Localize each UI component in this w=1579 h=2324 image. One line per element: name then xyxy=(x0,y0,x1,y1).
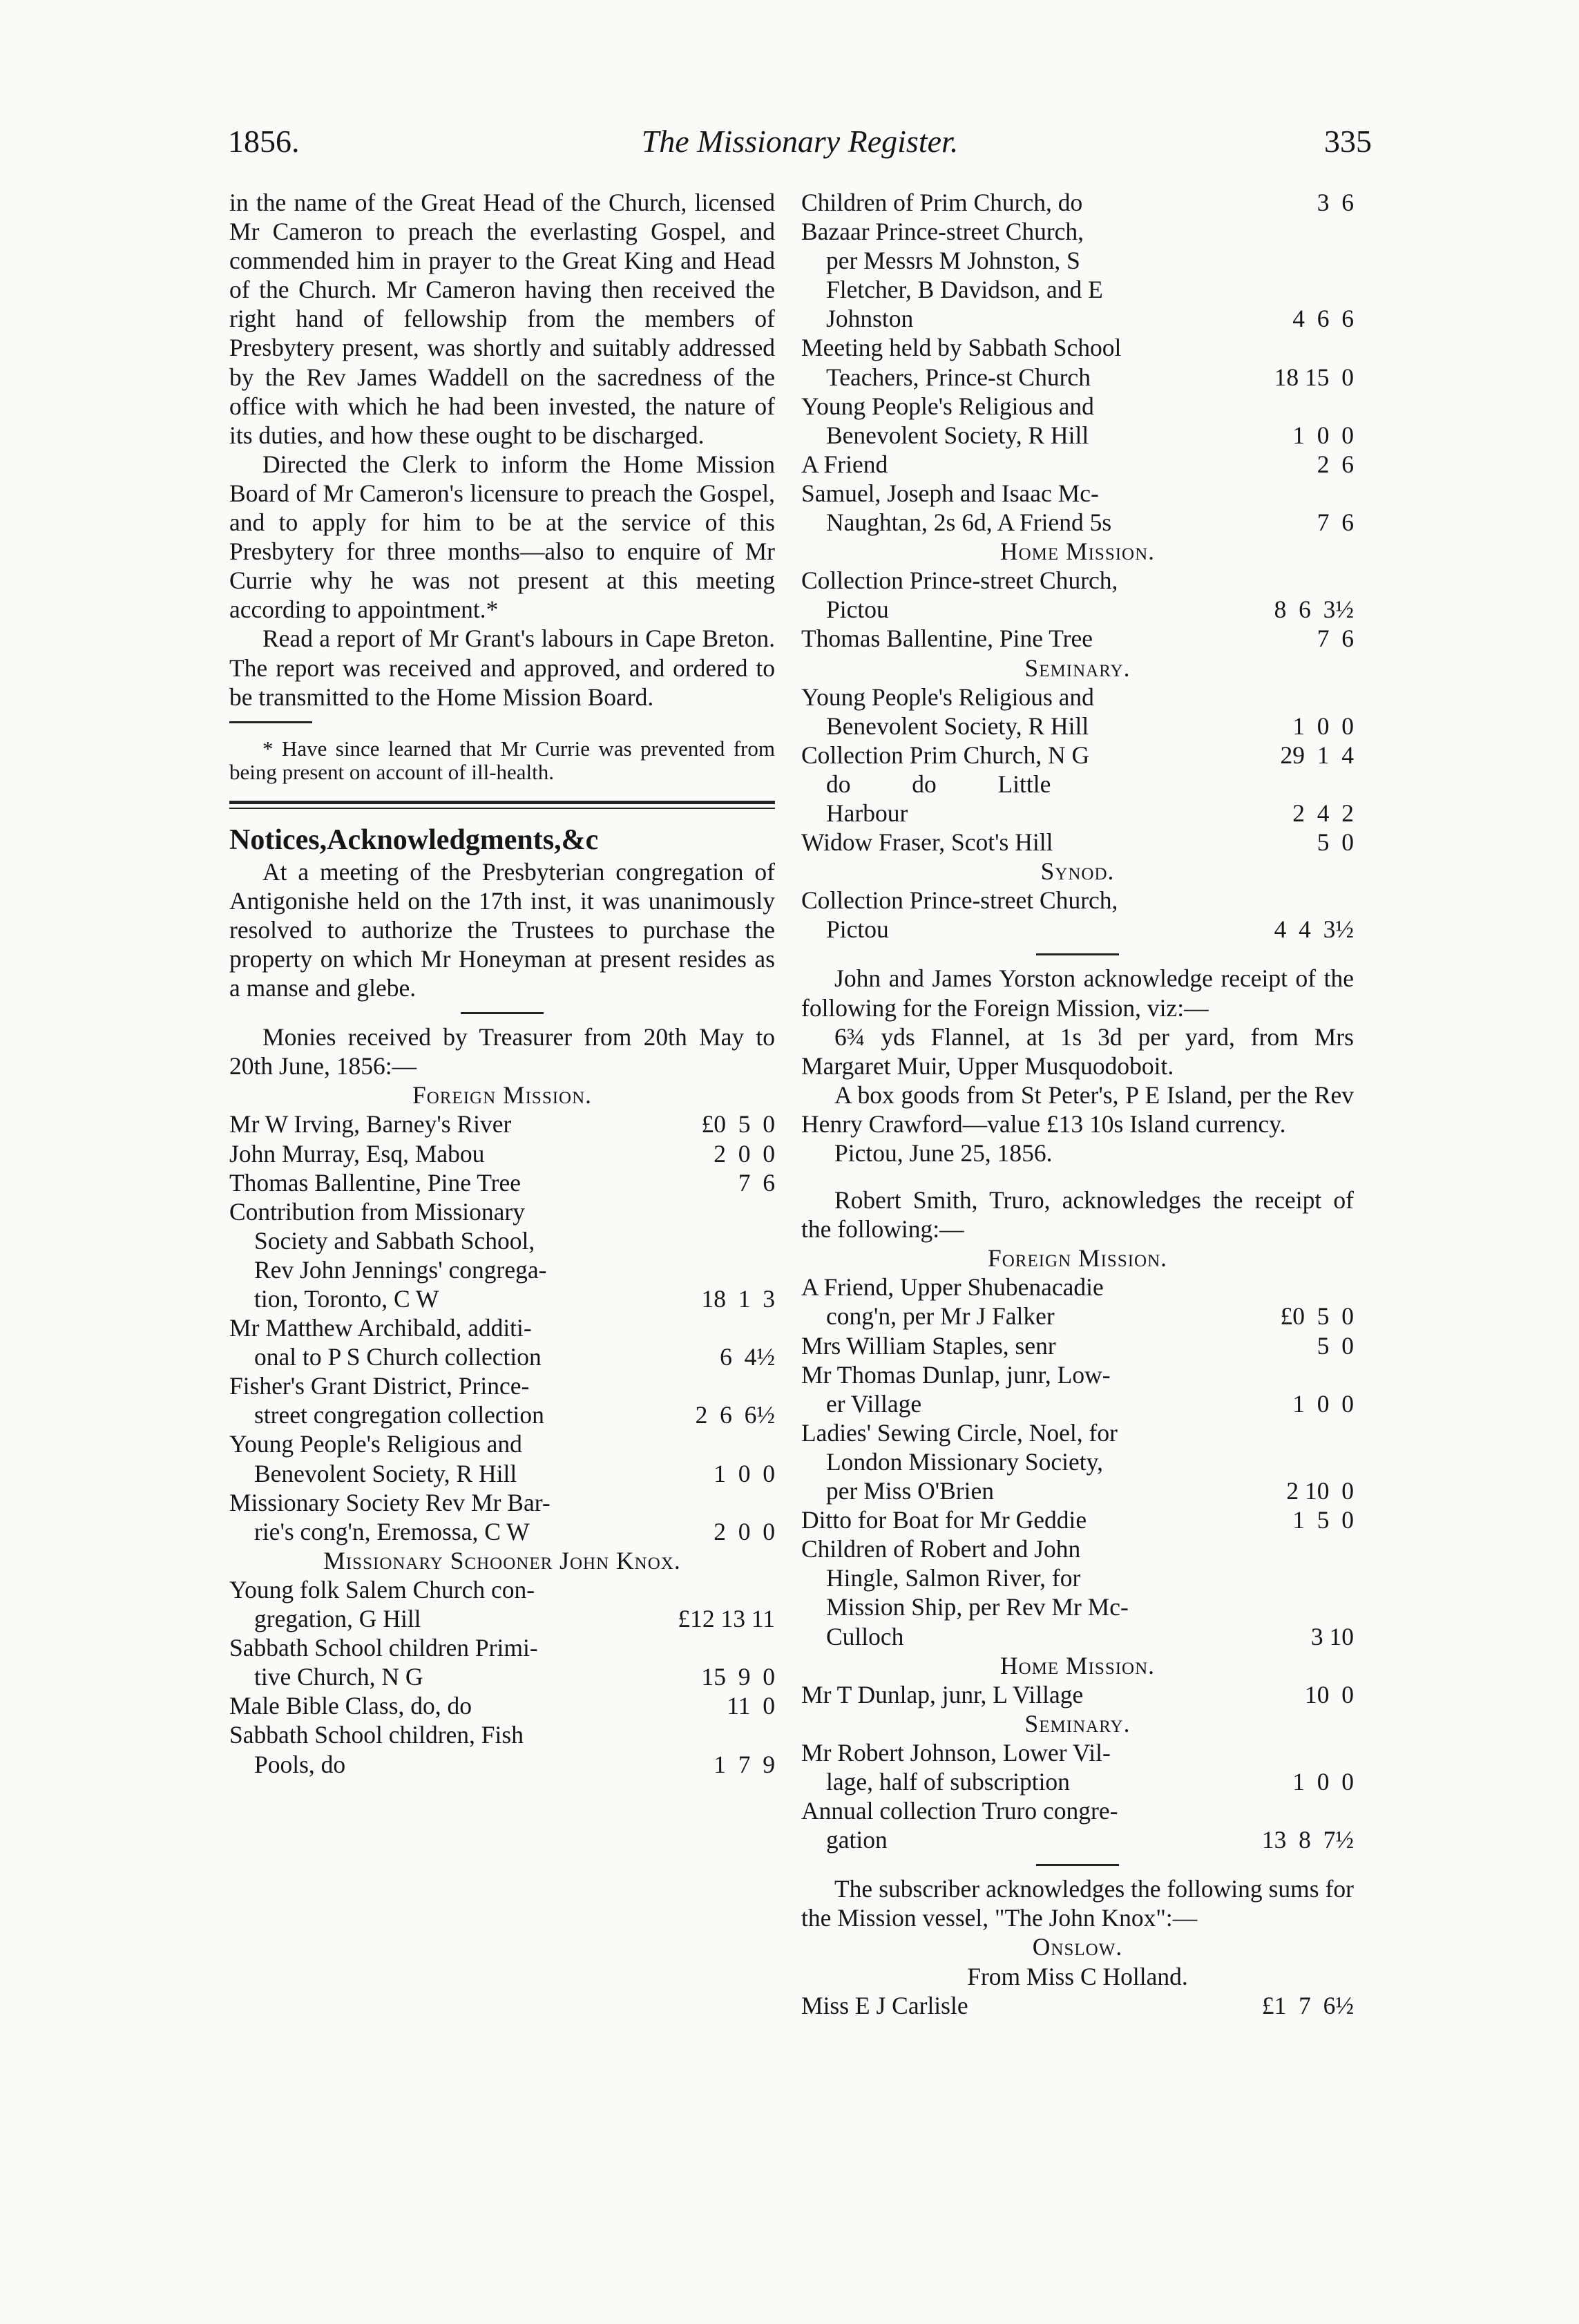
entry-amount: 29 1 4 xyxy=(1280,741,1354,769)
ledger-entry xyxy=(229,1168,775,1197)
short-rule xyxy=(461,1012,544,1014)
entry-line: London Missionary Society, xyxy=(826,1447,1103,1476)
entry-line: Missionary Society Rev Mr Bar- xyxy=(229,1488,551,1516)
entry-name: Miss E J Carlisle xyxy=(801,1991,968,2019)
grant-report-paragraph: Read a report of Mr Grant's labours in Cape Breton. The report was received and approved, and ordered to be transmitted to the Home Mission Board. xyxy=(229,625,775,711)
entry-line: Contribution from Missionary xyxy=(229,1197,525,1226)
entry-amount: £1 7 6½ xyxy=(1261,1991,1354,2019)
entry-amount: 1 0 0 xyxy=(1292,1767,1354,1796)
ledger-entry xyxy=(801,1418,1354,1505)
entry-line: Sabbath School children, Fish xyxy=(229,1721,524,1749)
ledger-entry xyxy=(229,1313,775,1371)
ledger-entry xyxy=(801,479,1354,537)
entry-line: Pictou xyxy=(826,596,889,624)
entry-line: A Friend, Upper Shubenacadie xyxy=(801,1273,1104,1302)
section-heading: Foreign Mission. xyxy=(412,1081,593,1109)
entry-line: gregation, G Hill xyxy=(254,1605,421,1633)
entry-name: A Friend xyxy=(801,450,888,478)
running-header xyxy=(228,123,1372,178)
ledger-entry xyxy=(801,624,1354,653)
short-rule xyxy=(1036,953,1119,955)
ledger-entry xyxy=(801,1273,1354,1331)
entry-amount: 15 9 0 xyxy=(701,1663,775,1691)
entry-amount: 6 4½ xyxy=(720,1343,775,1371)
entry-line: tive Church, N G xyxy=(254,1663,423,1691)
entry-line: Young People's Religious and xyxy=(801,683,1094,711)
smith-paragraph: Robert Smith, Truro, acknowledges the receipt of the following:— xyxy=(801,1186,1354,1244)
entry-line: do do Little xyxy=(826,770,1051,798)
entry-line: Young People's Religious and xyxy=(801,392,1094,420)
entry-amount: 7 6 xyxy=(1317,625,1354,653)
ledger-entry xyxy=(229,1429,775,1487)
ledger-entry xyxy=(801,1331,1354,1360)
entry-line: tion, Toronto, C W xyxy=(254,1285,439,1313)
section-heading: Foreign Mission. xyxy=(987,1244,1168,1273)
entry-amount: 4 6 6 xyxy=(1292,305,1354,333)
subscriber-paragraph: The subscriber acknowledges the following sums for the Mission vessel, "The John Knox":— xyxy=(801,1875,1354,1932)
entry-line: Harbour xyxy=(826,799,908,827)
entry-line: per Miss O'Brien xyxy=(826,1477,995,1505)
entry-name: Mr W Irving, Barney's River xyxy=(229,1110,512,1139)
presbytery-paragraph: in the name of the Great Head of the Church, licensed Mr Cameron to preach the everlasting Gospel, and commended him in prayer to the Great King and Head of the Church. Mr Cameron having then received the right hand of fellowship from the members of Presbytery present, was shortly and suitably addressed by the Rev James Waddell on the sacredness of the office with which he had been invested, the nature of its duties, and how these ought to be discharged. xyxy=(229,189,775,449)
entry-name: Widow Fraser, Scot's Hill xyxy=(801,828,1053,857)
entry-amount: 4 4 3½ xyxy=(1274,915,1354,944)
ledger-entry xyxy=(801,392,1354,450)
entry-amount: 2 6 xyxy=(1317,450,1354,478)
page-number: 335 xyxy=(1324,124,1372,159)
section-heading: Onslow. xyxy=(1032,1933,1123,1961)
entry-line: Johnston xyxy=(826,305,914,333)
entry-amount: 13 8 7½ xyxy=(1261,1826,1354,1854)
entry-amount: 18 1 3 xyxy=(701,1285,775,1313)
ledger-entry xyxy=(801,1505,1354,1534)
entry-name: Thomas Ballentine, Pine Tree xyxy=(801,625,1093,653)
entry-line: Benevolent Society, R Hill xyxy=(826,421,1089,449)
entry-line: er Village xyxy=(826,1389,922,1418)
entry-line: Benevolent Society, R Hill xyxy=(254,1459,517,1487)
entry-amount: 1 0 0 xyxy=(1292,1389,1354,1418)
entry-amount: 2 0 0 xyxy=(714,1139,775,1168)
entry-line: Young folk Salem Church con- xyxy=(229,1575,535,1603)
ledger-entry xyxy=(801,1796,1354,1854)
entry-name: Ditto for Boat for Mr Geddie xyxy=(801,1506,1087,1534)
entry-amount: 1 0 0 xyxy=(1292,712,1354,740)
ledger-entry xyxy=(229,1691,775,1720)
ledger-entry xyxy=(229,1371,775,1429)
footnote: * Have since learned that Mr Currie was prevented from being present on account of ill-health. xyxy=(229,736,775,784)
entry-amount: 2 0 0 xyxy=(714,1517,775,1545)
ledger-entry xyxy=(801,1991,1354,2020)
entry-amount: 1 0 0 xyxy=(1292,421,1354,449)
ledger-entry xyxy=(801,828,1354,857)
ledger-entry xyxy=(801,1360,1354,1418)
entry-line: street congregation collection xyxy=(254,1401,544,1429)
monies-intro: Monies received by Treasurer from 20th May to 20th June, 1856:— xyxy=(229,1023,775,1080)
entry-line: Samuel, Joseph and Isaac Mc- xyxy=(801,479,1099,507)
entry-name: Mr T Dunlap, junr, L Village xyxy=(801,1680,1084,1708)
ledger-entry xyxy=(229,1488,775,1546)
yorston-paragraph: John and James Yorston acknowledge receipt of the following for the Foreign Mission, viz:— xyxy=(801,964,1354,1022)
ledger-entry xyxy=(801,333,1354,391)
entry-line: lage, half of subscription xyxy=(826,1767,1070,1796)
ledger-entry xyxy=(229,1720,775,1778)
entry-amount: 18 15 0 xyxy=(1274,363,1354,391)
entry-amount: 5 0 xyxy=(1317,828,1354,857)
entry-amount: 5 0 xyxy=(1317,1331,1354,1360)
notices-heading: Notices,Acknowledgments,&c xyxy=(229,823,599,856)
entry-line: Bazaar Prince-street Church, xyxy=(801,218,1084,246)
section-heading: Seminary. xyxy=(1024,654,1131,682)
entry-amount: 11 0 xyxy=(727,1692,775,1720)
entry-amount: £12 13 11 xyxy=(678,1605,775,1633)
subheading: From Miss C Holland. xyxy=(967,1962,1188,1990)
entry-amount: 1 0 0 xyxy=(714,1459,775,1487)
entry-amount: 10 0 xyxy=(1305,1680,1354,1708)
entry-name: Children of Prim Church, do xyxy=(801,189,1083,216)
section-heading: Seminary. xyxy=(1024,1709,1131,1737)
ledger-entry xyxy=(229,1109,775,1139)
entry-line: Culloch xyxy=(826,1622,904,1650)
entry-line: Mission Ship, per Rev Mr Mc- xyxy=(826,1593,1129,1621)
ledger-entry xyxy=(801,1680,1354,1709)
header-title: The Missionary Register. xyxy=(641,124,959,159)
entry-amount: 2 4 2 xyxy=(1292,799,1354,827)
entry-line: Fletcher, B Davidson, and E xyxy=(826,276,1103,304)
dateline: Pictou, June 25, 1856. xyxy=(834,1139,1053,1167)
ledger-entry xyxy=(801,741,1354,770)
entry-name: Male Bible Class, do, do xyxy=(229,1692,472,1720)
entry-line: Annual collection Truro congre- xyxy=(801,1797,1118,1825)
ledger-entry xyxy=(801,1738,1354,1796)
entry-line: Ladies' Sewing Circle, Noel, for xyxy=(801,1418,1118,1447)
entry-amount: 1 7 9 xyxy=(714,1750,775,1778)
short-rule xyxy=(1036,1864,1119,1866)
ledger-entry xyxy=(229,1633,775,1691)
entry-amount: 3 6 xyxy=(1317,189,1354,216)
ledger-entry xyxy=(801,450,1354,479)
entry-line: cong'n, per Mr J Falker xyxy=(826,1302,1055,1331)
entry-line: Benevolent Society, R Hill xyxy=(826,712,1089,740)
footnote-rule xyxy=(229,721,312,723)
entry-line: Meeting held by Sabbath School xyxy=(801,334,1122,362)
entry-line: Young People's Religious and xyxy=(229,1430,522,1458)
header-year: 1856. xyxy=(228,124,300,159)
entry-line: Collection Prince-street Church, xyxy=(801,886,1118,915)
entry-amount: 2 10 0 xyxy=(1286,1477,1354,1505)
ledger-entry xyxy=(801,566,1354,624)
section-heading: Missionary Schooner John Knox. xyxy=(323,1546,681,1574)
section-heading: Home Mission. xyxy=(999,537,1156,566)
antigonishe-notice: At a meeting of the Presbyterian congregation of Antigonishe held on the 17th inst, it was unanimously resolved to authorize the Trustees to purchase the property on which Mr Honeyman at present resides as a manse and glebe. xyxy=(229,857,775,1002)
entry-line: Mr Thomas Dunlap, junr, Low- xyxy=(801,1360,1111,1389)
entry-name: Collection Prim Church, N G xyxy=(801,741,1090,769)
entry-line: onal to P S Church collection xyxy=(254,1343,542,1371)
box-paragraph: A box goods from St Peter's, P E Island, per the Rev Henry Crawford—value £13 10s Island currency. xyxy=(801,1080,1354,1138)
entry-line: Teachers, Prince-st Church xyxy=(826,363,1091,391)
ledger-entry xyxy=(229,1139,775,1168)
right-column xyxy=(801,188,1354,2020)
ledger-entry xyxy=(801,1534,1354,1650)
entry-name: Thomas Ballentine, Pine Tree xyxy=(229,1168,521,1197)
entry-line: Naughtan, 2s 6d, A Friend 5s xyxy=(826,508,1112,537)
entry-amount: 2 6 6½ xyxy=(695,1401,775,1429)
entry-amount: 1 5 0 xyxy=(1292,1506,1354,1534)
flannel-paragraph: 6¾ yds Flannel, at 1s 3d per yard, from Mrs Margaret Muir, Upper Musquodoboit. xyxy=(801,1022,1354,1080)
ledger-entry xyxy=(229,1575,775,1633)
clerk-paragraph: Directed the Clerk to inform the Home Mission Board of Mr Cameron's licensure to preach the Gospel, and to apply for him to be at the service of this Presbytery for three months—also to enquire of Mr Currie why he was not present at this meeting according to appointment.* xyxy=(229,450,775,624)
entry-name: John Murray, Esq, Mabou xyxy=(229,1139,485,1168)
entry-amount: 8 6 3½ xyxy=(1274,596,1354,624)
entry-line: Hingle, Salmon River, for xyxy=(826,1564,1081,1592)
entry-line: gation xyxy=(826,1826,888,1854)
entry-line: Rev John Jennings' congrega- xyxy=(254,1255,547,1284)
entry-amount: 7 6 xyxy=(738,1168,775,1197)
section-heading: Synod. xyxy=(1040,857,1115,886)
entry-line: Fisher's Grant District, Prince- xyxy=(229,1372,530,1400)
entry-line: Sabbath School children Primi- xyxy=(229,1634,538,1662)
entry-line: Children of Robert and John xyxy=(801,1535,1081,1563)
entry-amount: 3 10 xyxy=(1310,1622,1354,1650)
entry-line: per Messrs M Johnston, S xyxy=(826,247,1080,275)
section-divider xyxy=(229,801,775,809)
entry-amount: £0 5 0 xyxy=(1280,1302,1354,1331)
entry-line: rie's cong'n, Eremossa, C W xyxy=(254,1517,530,1545)
entry-name: Mrs William Staples, senr xyxy=(801,1331,1056,1360)
entry-line: Mr Matthew Archibald, additi- xyxy=(229,1314,532,1342)
ledger-entry xyxy=(801,683,1354,741)
entry-amount: 7 6 xyxy=(1317,508,1354,537)
ledger-entry xyxy=(801,886,1354,944)
ledger-entry xyxy=(229,1197,775,1313)
left-column xyxy=(229,188,775,1779)
entry-line: Collection Prince-street Church, xyxy=(801,566,1118,595)
ledger-entry xyxy=(801,217,1354,333)
ledger-entry xyxy=(801,770,1354,828)
section-heading: Home Mission. xyxy=(999,1651,1156,1679)
entry-amount: £0 5 0 xyxy=(701,1110,775,1139)
ledger-entry xyxy=(801,188,1354,217)
entry-line: Pools, do xyxy=(254,1750,346,1778)
entry-line: Mr Robert Johnson, Lower Vil- xyxy=(801,1738,1111,1766)
entry-line: Society and Sabbath School, xyxy=(254,1226,535,1255)
entry-line: Pictou xyxy=(826,915,889,944)
